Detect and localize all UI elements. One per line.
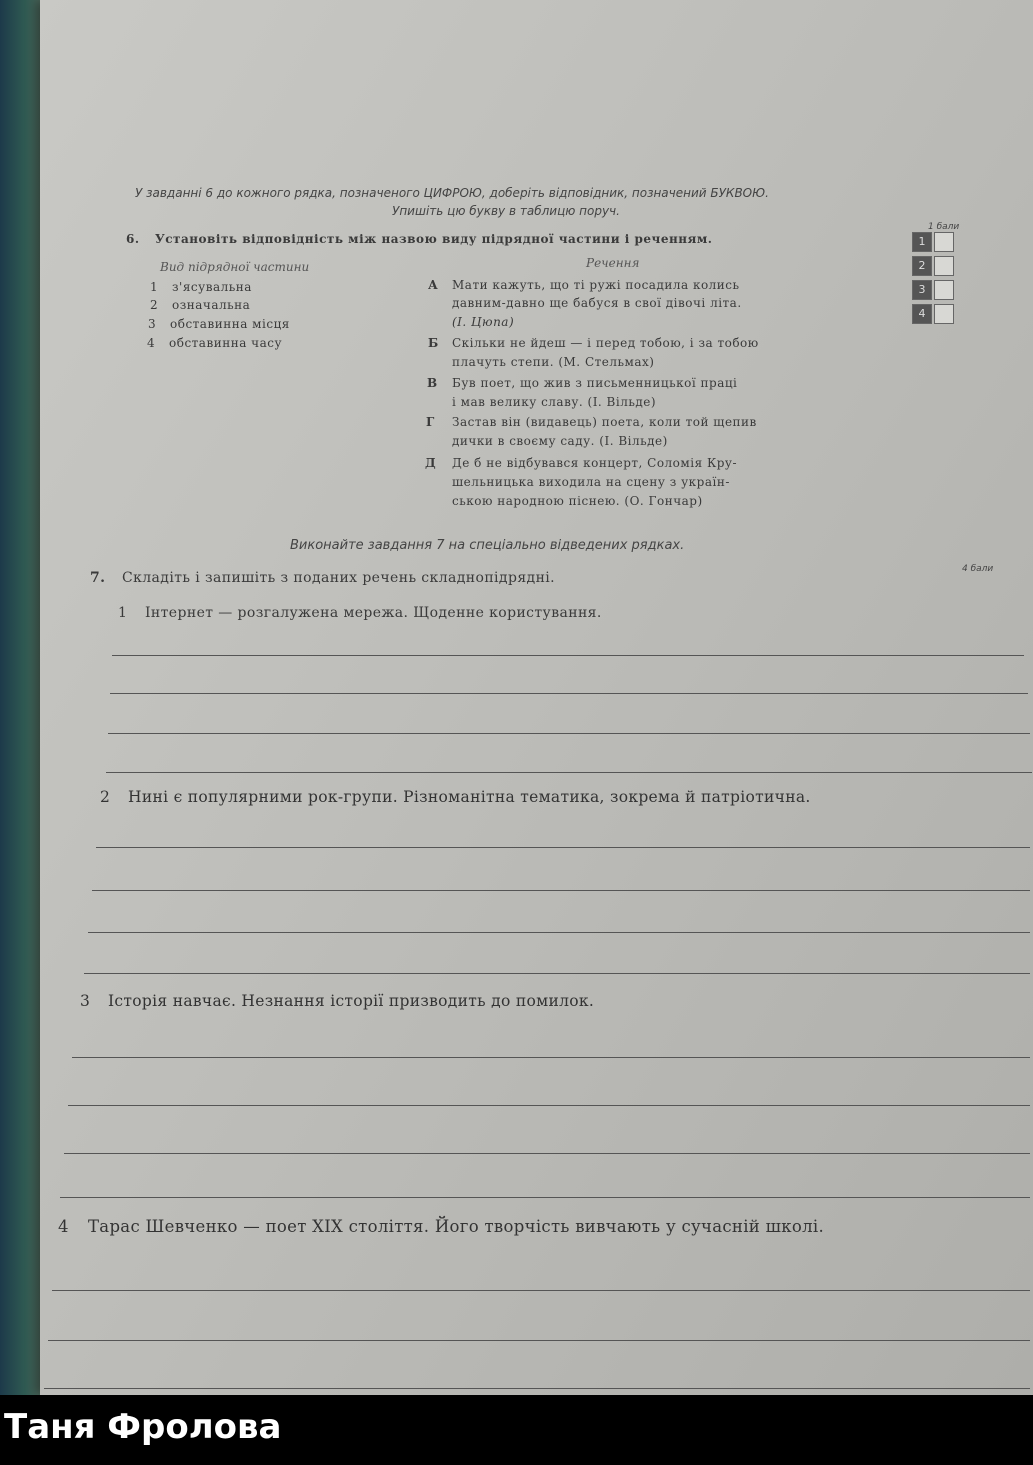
task6-text: Установіть відповідність між назвою виду підрядної частини і реченням. xyxy=(155,232,713,246)
type-label: з'ясувальна xyxy=(172,280,252,294)
item-number: 3 xyxy=(80,992,91,1010)
sentence-letter: Г xyxy=(426,415,435,429)
item-number: 1 xyxy=(118,605,128,621)
answer-line[interactable] xyxy=(110,693,1028,694)
item-text: Тарас Шевченко — поет XIX століття. Його творчість вивчають у сучасній школі. xyxy=(88,1217,825,1236)
sentence-line: (І. Цюпа) xyxy=(452,315,515,329)
sentence-line: Де б не відбувався концерт, Соломія Кру- xyxy=(452,456,738,470)
type-label: обставинна часу xyxy=(169,336,283,350)
answer-line[interactable] xyxy=(52,1290,1030,1291)
types-header: Вид підрядної частини xyxy=(160,260,310,274)
task7-instruction: Виконайте завдання 7 на спеціально відведених рядках. xyxy=(290,538,685,553)
answer-cell[interactable] xyxy=(934,304,954,324)
item-text: Історія навчає. Незнання історії призводить до помилок. xyxy=(108,992,595,1010)
item-number: 4 xyxy=(58,1217,69,1236)
answer-line[interactable] xyxy=(64,1153,1030,1154)
answer-line[interactable] xyxy=(92,890,1030,891)
sentences-header: Речення xyxy=(586,256,640,270)
answer-line[interactable] xyxy=(44,1388,1030,1389)
grid-number: 2 xyxy=(912,256,932,276)
caption-bar xyxy=(0,1395,1033,1465)
answer-line[interactable] xyxy=(88,932,1030,933)
type-number: 4 xyxy=(147,336,156,350)
task6-number: 6. xyxy=(126,232,140,246)
grid-number: 4 xyxy=(912,304,932,324)
type-label: означальна xyxy=(172,298,251,312)
sentence-letter: Д xyxy=(425,456,437,470)
type-number: 2 xyxy=(150,298,159,312)
sentence-line: дички в своєму саду. (І. Вільде) xyxy=(452,434,668,448)
task6-instruction-line2: Упишіть цю букву в таблицю поруч. xyxy=(392,204,620,218)
sentence-line: шельницька виходила на сцену з україн- xyxy=(452,475,730,489)
answer-line[interactable] xyxy=(112,655,1024,656)
sentence-line: ською народною піснею. (О. Гончар) xyxy=(452,494,703,508)
sentence-line: Мати кажуть, що ті ружі посадила колись xyxy=(452,278,740,292)
task6-instruction-line1: У завданні 6 до кожного рядка, позначеного ЦИФРОЮ, доберіть відповідник, позначений БУКВОЮ. xyxy=(135,186,769,200)
answer-line[interactable] xyxy=(68,1105,1030,1106)
task6-points: 1 бали xyxy=(928,222,960,232)
task7-text: Складіть і запишіть з поданих речень складнопідрядні. xyxy=(122,570,556,586)
grid-number: 3 xyxy=(912,280,932,300)
answer-line[interactable] xyxy=(96,847,1030,848)
sentence-line: Скільки не йдеш — і перед тобою, і за тобою xyxy=(452,336,759,350)
item-text: Нині є популярними рок-групи. Різноманітна тематика, зокрема й патріотична. xyxy=(128,788,811,806)
answer-line[interactable] xyxy=(106,772,1032,773)
answer-line[interactable] xyxy=(72,1057,1030,1058)
answer-cell[interactable] xyxy=(934,256,954,276)
sentence-line: давним-давно ще бабуся в свої дівочі літа. xyxy=(452,296,742,310)
answer-line[interactable] xyxy=(60,1197,1030,1198)
sentence-letter: Б xyxy=(428,336,439,350)
answer-line[interactable] xyxy=(48,1340,1030,1341)
answer-cell[interactable] xyxy=(934,232,954,252)
answer-cell[interactable] xyxy=(934,280,954,300)
item-number: 2 xyxy=(100,788,111,806)
sentence-line: Застав він (видавець) поета, коли той щепив xyxy=(452,415,757,429)
sentence-letter: В xyxy=(427,376,438,390)
task7-points: 4 бали xyxy=(962,564,994,574)
answer-line[interactable] xyxy=(108,733,1030,734)
sentence-line: Був поет, що жив з письменницької праці xyxy=(452,376,738,390)
type-number: 3 xyxy=(148,317,157,331)
grid-number: 1 xyxy=(912,232,932,252)
type-label: обставинна місця xyxy=(170,317,290,331)
item-text: Інтернет — розгалужена мережа. Щоденне користування. xyxy=(145,605,602,621)
task7-number: 7. xyxy=(90,570,106,586)
answer-line[interactable] xyxy=(84,973,1030,974)
worksheet-page xyxy=(40,0,1033,1395)
type-number: 1 xyxy=(150,280,159,294)
sentence-letter: А xyxy=(428,278,439,292)
sentence-line: і мав велику славу. (І. Вільде) xyxy=(452,395,657,409)
sentence-line: плачуть степи. (М. Стельмах) xyxy=(452,355,655,369)
caption-author-name: Таня Фролова xyxy=(4,1407,282,1447)
